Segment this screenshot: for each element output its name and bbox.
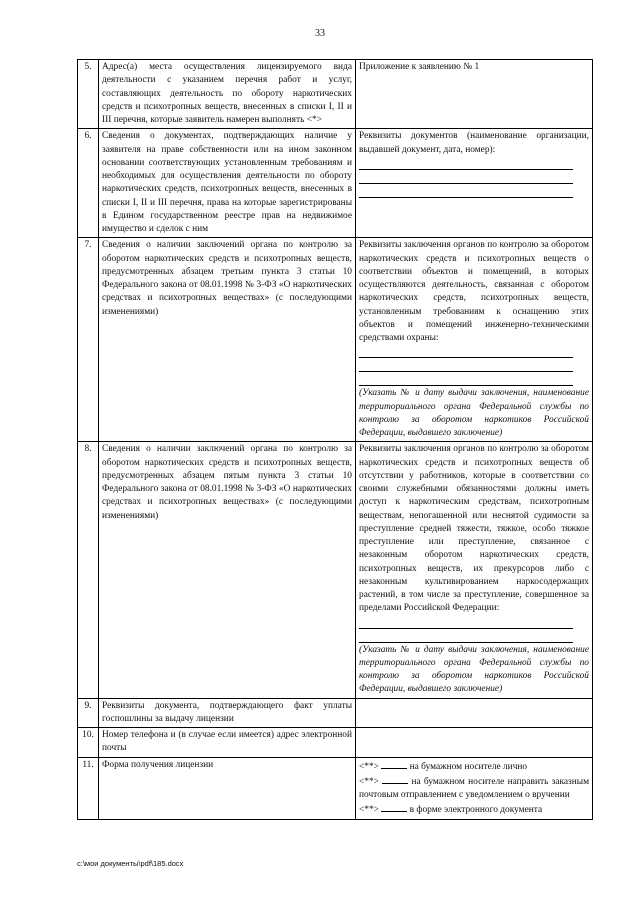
option-blank[interactable] [381, 759, 407, 769]
instruction-note: (Указать № и дату выдачи заключения, наименование территориального органа Федеральной службы по контролю за оборотом наркотиков Российской Федерации, выдавшего заключение) [359, 644, 589, 695]
row-number: 7. [78, 238, 99, 442]
row-label: Номер телефона и (в случае если имеется) адрес электронной почты [99, 728, 356, 758]
blank-line[interactable] [359, 630, 573, 643]
blank-line[interactable] [359, 171, 573, 184]
option-blank[interactable] [382, 774, 408, 784]
table-row [78, 728, 593, 758]
row-value-text: Приложение к заявлению № 1 [359, 62, 480, 72]
row-value [356, 129, 593, 238]
row-value-empty[interactable] [356, 698, 593, 728]
option-text: на бумажном носителе лично [409, 761, 528, 772]
row-label: Форма получения лицензии [99, 757, 356, 819]
footer-file-path: c:\мои документы\pdf\185.docx [77, 859, 184, 868]
row-value-text: Реквизиты заключения органов по контролю за оборотом наркотических средств и психотропных веществ о соответствии объектов и помещений, в которых осуществляются деятельность, связанная с оборотом наркотических средств, психотропных веществ, установленным требованиям к оснащению этих объектов и помещений инженерно-техническими средствами охраны: [359, 240, 589, 343]
option-marker: <**> [359, 761, 379, 772]
instruction-note: (Указать № и дату выдачи заключения, наименование территориального органа Федеральной службы по контролю за оборотом наркотиков Российской Федерации, выдавшего заключение) [359, 388, 589, 438]
option-text: в форме электронного документа [409, 805, 543, 816]
row-value-text: Реквизиты документов (наименование организации, выдавшей документ, дата, номер): [359, 131, 589, 155]
blank-line[interactable] [359, 185, 573, 198]
row-label: Сведения о наличии заключений органа по контролю за оборотом наркотических средств и психотропных веществ, предусмотренных абзацем третьим пункта 3 статьи 10 Федерального закона от 08.01.1998 № 3-ФЗ «О наркотических средствах и психотропных веществах» (с последующими изменениями) [99, 238, 356, 442]
table-row [78, 129, 593, 238]
row-number: 6. [78, 129, 99, 238]
option-marker: <**> [359, 776, 379, 787]
blank-line[interactable] [359, 157, 573, 170]
row-value [356, 238, 593, 442]
table-row [78, 757, 593, 819]
table-row [78, 442, 593, 698]
row-label: Сведения о наличии заключений органа по контролю за оборотом наркотических средств и психотропных веществ, предусмотренных абзацем пятым пункта 3 статьи 10 Федерального закона от 08.01.1998 № 3-ФЗ «О наркотических средствах и психотропных веществах» (с последующими изменениями) [99, 442, 356, 698]
application-form-table [77, 59, 593, 820]
license-form-options [356, 757, 593, 819]
row-label: Реквизиты документа, подтверждающего факт уплаты госпошлины за выдачу лицензии [99, 698, 356, 728]
row-value [356, 60, 593, 129]
blank-line[interactable] [359, 345, 573, 358]
option-electronic[interactable] [359, 802, 589, 817]
option-paper-in-person[interactable] [359, 759, 589, 774]
row-number: 5. [78, 60, 99, 129]
table-row [78, 60, 593, 129]
row-value [356, 442, 593, 698]
option-blank[interactable] [381, 802, 407, 812]
row-number: 10. [78, 728, 99, 758]
blank-line[interactable] [359, 359, 573, 372]
row-label: Сведения о документах, подтверждающих наличие у заявителя на праве собственности или на ином законном основании соответствующих установленным требованиям и необходимых для осуществления деятельности по обороту наркотических средств, психотропных веществ, внесенных в списки I, II и III перечня, права на которые зарегистрированы в Едином государственном реестре прав на недвижимое имущество и сделок с ним [99, 129, 356, 238]
row-label: Адрес(а) места осуществления лицензируемого вида деятельности с указанием перечня работ и услуг, составляющих деятельность по обороту наркотических средств и психотропных веществ, внесенных в списки I, II и III перечня, которые заявитель намерен выполнять <*> [99, 60, 356, 129]
table-row [78, 698, 593, 728]
row-value-empty[interactable] [356, 728, 593, 758]
row-number: 11. [78, 757, 99, 819]
row-number: 8. [78, 442, 99, 698]
table-row [78, 238, 593, 442]
row-number: 9. [78, 698, 99, 728]
option-paper-by-mail[interactable] [359, 774, 589, 803]
option-text: на бумажном носителе направить заказным почтовым отправлением с уведомлением о вручении [359, 776, 589, 800]
option-marker: <**> [359, 805, 379, 816]
blank-line[interactable] [359, 616, 573, 629]
blank-line[interactable] [359, 373, 573, 386]
page-number: 33 [315, 28, 325, 39]
row-value-text: Реквизиты заключения органов по контролю за оборотом наркотических средств и психотропных веществ об отсутствии у работников, которые в соответствии со своими служебными обязанностями должны иметь доступ к наркотическим средствам, психотропным веществам, непогашенной или неснятой судимости за преступление средней тяжести, тяжкое, особо тяжкое преступление или преступление, связанное с незаконным оборотом наркотических средств, психотропных веществ, их прекурсоров либо с незаконным культивированием наркосодержащих растений, в том числе за преступление, совершенное за пределами Российской Федерации: [359, 444, 589, 614]
